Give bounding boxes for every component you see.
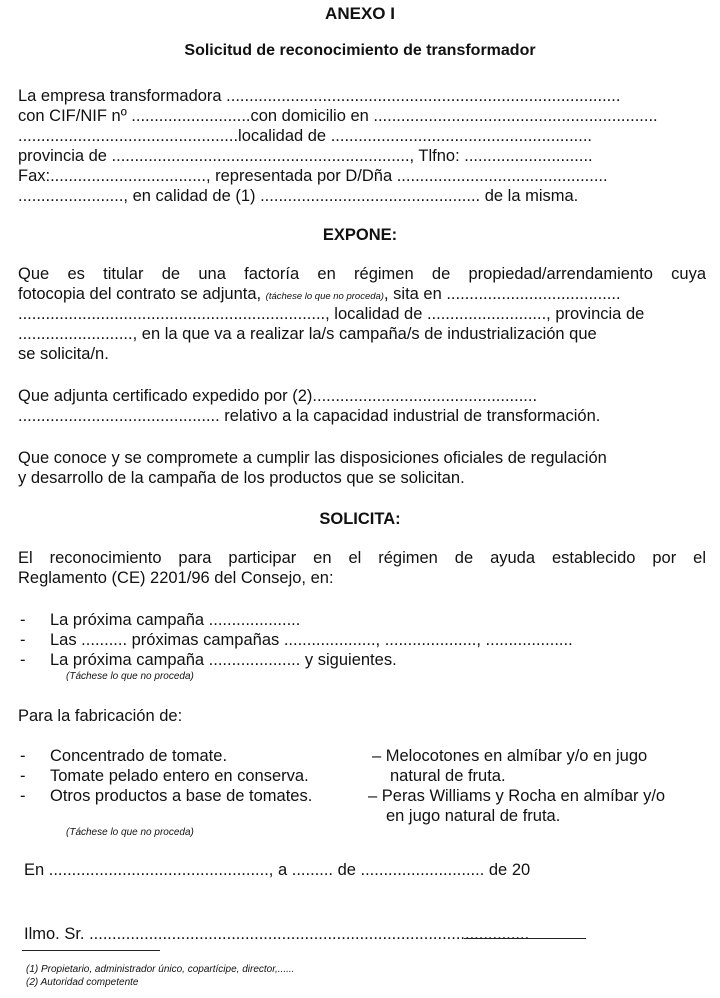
footnote: (1) Propietario, administrador único, copartícipe, director,...... [26, 964, 295, 975]
bullet-mark: - [20, 747, 26, 765]
product-option: en jugo natural de fruta. [386, 807, 561, 825]
fabricacion-label: Para la fabricación de: [18, 707, 183, 725]
expone-heading: EXPONE: [322, 226, 398, 244]
footnote: (2) Autoridad competente [26, 977, 139, 988]
solicita-line: El reconocimiento para participar en el régimen de ayuda establecido por el [18, 549, 706, 567]
intro-line: ......................., en calidad de (1) ................................................ de la misma. [18, 187, 579, 205]
expone-line: Que adjunta certificado expedido por (2)................................................. [18, 387, 538, 405]
intro-line: Fax:.................................., representada por D/Dña .............................................. [18, 167, 608, 185]
bullet-mark: - [20, 611, 26, 629]
expone-line: ............................................ relativo a la capacidad industrial de transformación. [18, 407, 601, 425]
expone-text: fotocopia del contrato se adjunta, [18, 285, 266, 303]
strike-note: (Táchese lo que no proceda) [66, 827, 194, 838]
product-option: – Melocotones en almíbar y/o en jugo [372, 747, 648, 765]
intro-line: ................................................localidad de ......................................................... [18, 127, 592, 145]
solicita-line: Reglamento (CE) 2201/96 del Consejo, en: [18, 569, 334, 587]
campaign-option: Las .......... próximas campañas ...................., ...................., ................... [50, 631, 573, 649]
expone-line: Que es titular de una factoría en régimen de propiedad/arrendamiento cuya [18, 265, 706, 283]
product-option: Tomate pelado entero en conserva. [50, 767, 309, 785]
expone-line: y desarrollo de la campaña de los productos que se solicitan. [18, 469, 465, 487]
intro-line: La empresa transformadora ...................................................................................... [18, 87, 621, 105]
product-option: Otros productos a base de tomates. [50, 787, 313, 805]
bullet-mark: - [20, 767, 26, 785]
expone-line: ..................................................................., localidad de .........................., provincia de [18, 305, 645, 323]
bullet-mark: - [20, 787, 26, 805]
campaign-option: La próxima campaña .................... y siguientes. [50, 651, 397, 669]
bullet-mark: - [20, 631, 26, 649]
bullet-mark: - [20, 651, 26, 669]
intro-line: provincia de ................................................................., Tlfno: ............................ [18, 147, 593, 165]
expone-line: se solicita/n. [18, 345, 109, 363]
signature-rule [464, 938, 586, 939]
annex-title: ANEXO I [325, 4, 395, 23]
strike-note: (táchese lo que no proceda) [265, 291, 384, 302]
expone-line: Que conoce y se compromete a cumplir las disposiciones oficiales de regulación [18, 449, 607, 467]
product-option: – Peras Williams y Rocha en almíbar y/o [368, 787, 666, 805]
intro-line: con CIF/NIF nº ..........................con domicilio en .............................................................. [18, 107, 658, 125]
place-date-line: En ................................................, a ......... de ........................... de 20 [24, 861, 531, 879]
footnote-separator [22, 950, 160, 951]
form-subtitle: Solicitud de reconocimiento de transformador [184, 42, 536, 59]
addressee-line: Ilmo. Sr. ................................................................................................ [24, 925, 530, 943]
product-option: natural de fruta. [390, 767, 506, 785]
product-option: Concentrado de tomate. [50, 747, 228, 765]
strike-note: (Táchese lo que no proceda) [66, 671, 194, 682]
expone-line: ........................., en la que va a realizar la/s campaña/s de industrialización que [18, 325, 597, 343]
campaign-option: La próxima campaña .................... [50, 611, 301, 629]
solicita-heading: SOLICITA: [319, 510, 401, 528]
expone-text: , sita en ...................................... [383, 285, 621, 303]
